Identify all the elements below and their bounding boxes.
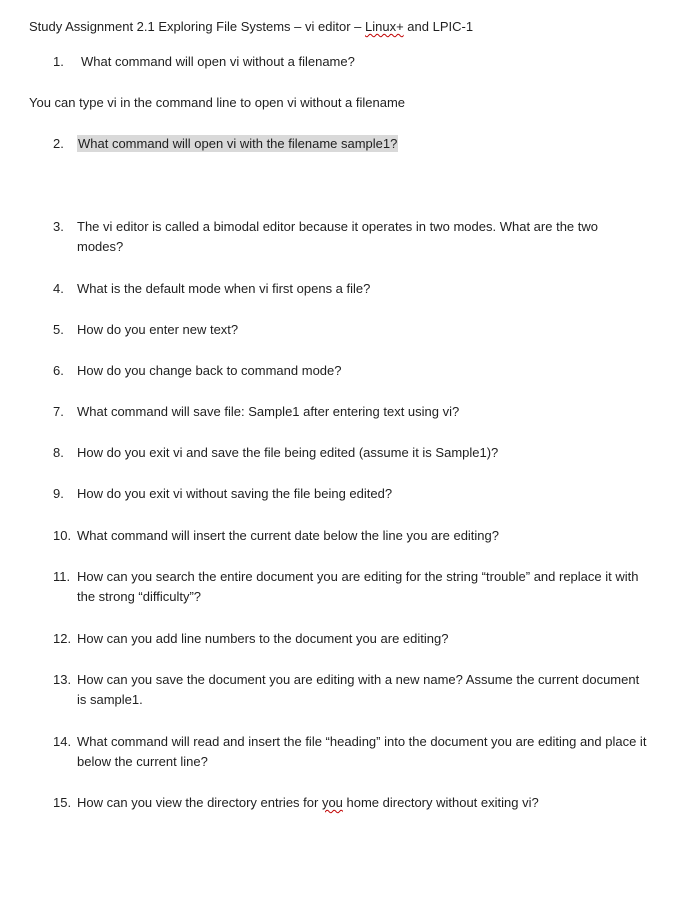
question-number: 7. [53,404,64,419]
question-text: What command will save file: Sample1 after entering text using vi? [77,404,460,419]
question-number: 11. [53,569,71,584]
question-number: 9. [53,486,64,501]
question-number: 8. [53,445,64,460]
question-number: 1. [53,54,64,69]
question-text: How do you enter new text? [77,322,239,337]
selected-question-text[interactable]: What command will open vi with the filename sample1? [78,136,398,151]
question-text: What command will read and insert the file “heading” into the document you are editing and place it below the current line? [77,734,647,769]
question-text: How can you save the document you are editing with a new name? Assume the current document is sample1. [77,672,640,707]
question-number: 10. [53,528,72,543]
question-number: 6. [53,363,64,378]
document-title [29,17,473,37]
question-text: How do you exit vi without saving the file being edited? [77,486,393,501]
question-number: 5. [53,322,64,337]
question-text: How can you add line numbers to the document you are editing? [77,631,449,646]
title-suffix: and LPIC-1 [403,19,474,34]
question-number: 14. [53,734,72,749]
question-text-after: home directory without exiting vi? [342,795,539,810]
question-number: 13. [53,672,72,687]
title-prefix: Study Assignment 2.1 Exploring File Systems – vi editor – [29,19,365,34]
question-text-container [77,134,647,154]
spellcheck-word: you [321,795,343,810]
question-number: 12. [53,631,72,646]
question-text: What command will insert the current date below the line you are editing? [77,528,499,543]
question-number: 2. [53,136,64,151]
question-text: How do you exit vi and save the file being edited (assume it is Sample1)? [77,445,499,460]
question-text: What is the default mode when vi first opens a file? [77,281,371,296]
question-text [77,793,647,813]
question-text-before: How can you view the directory entries for [77,795,322,810]
question-number: 4. [53,281,64,296]
title-spellcheck-word: Linux+ [365,19,404,34]
question-text: What command will open vi without a filename? [81,54,355,69]
answer-1: You can type vi in the command line to open vi without a filename [29,95,406,110]
question-text: How do you change back to command mode? [77,363,342,378]
question-number: 15. [53,795,72,810]
question-text: The vi editor is called a bimodal editor because it operates in two modes. What are the two modes? [77,219,598,254]
question-number: 3. [53,219,64,234]
question-text: How can you search the entire document you are editing for the string “trouble” and replace it with the strong “difficulty”? [77,569,639,604]
